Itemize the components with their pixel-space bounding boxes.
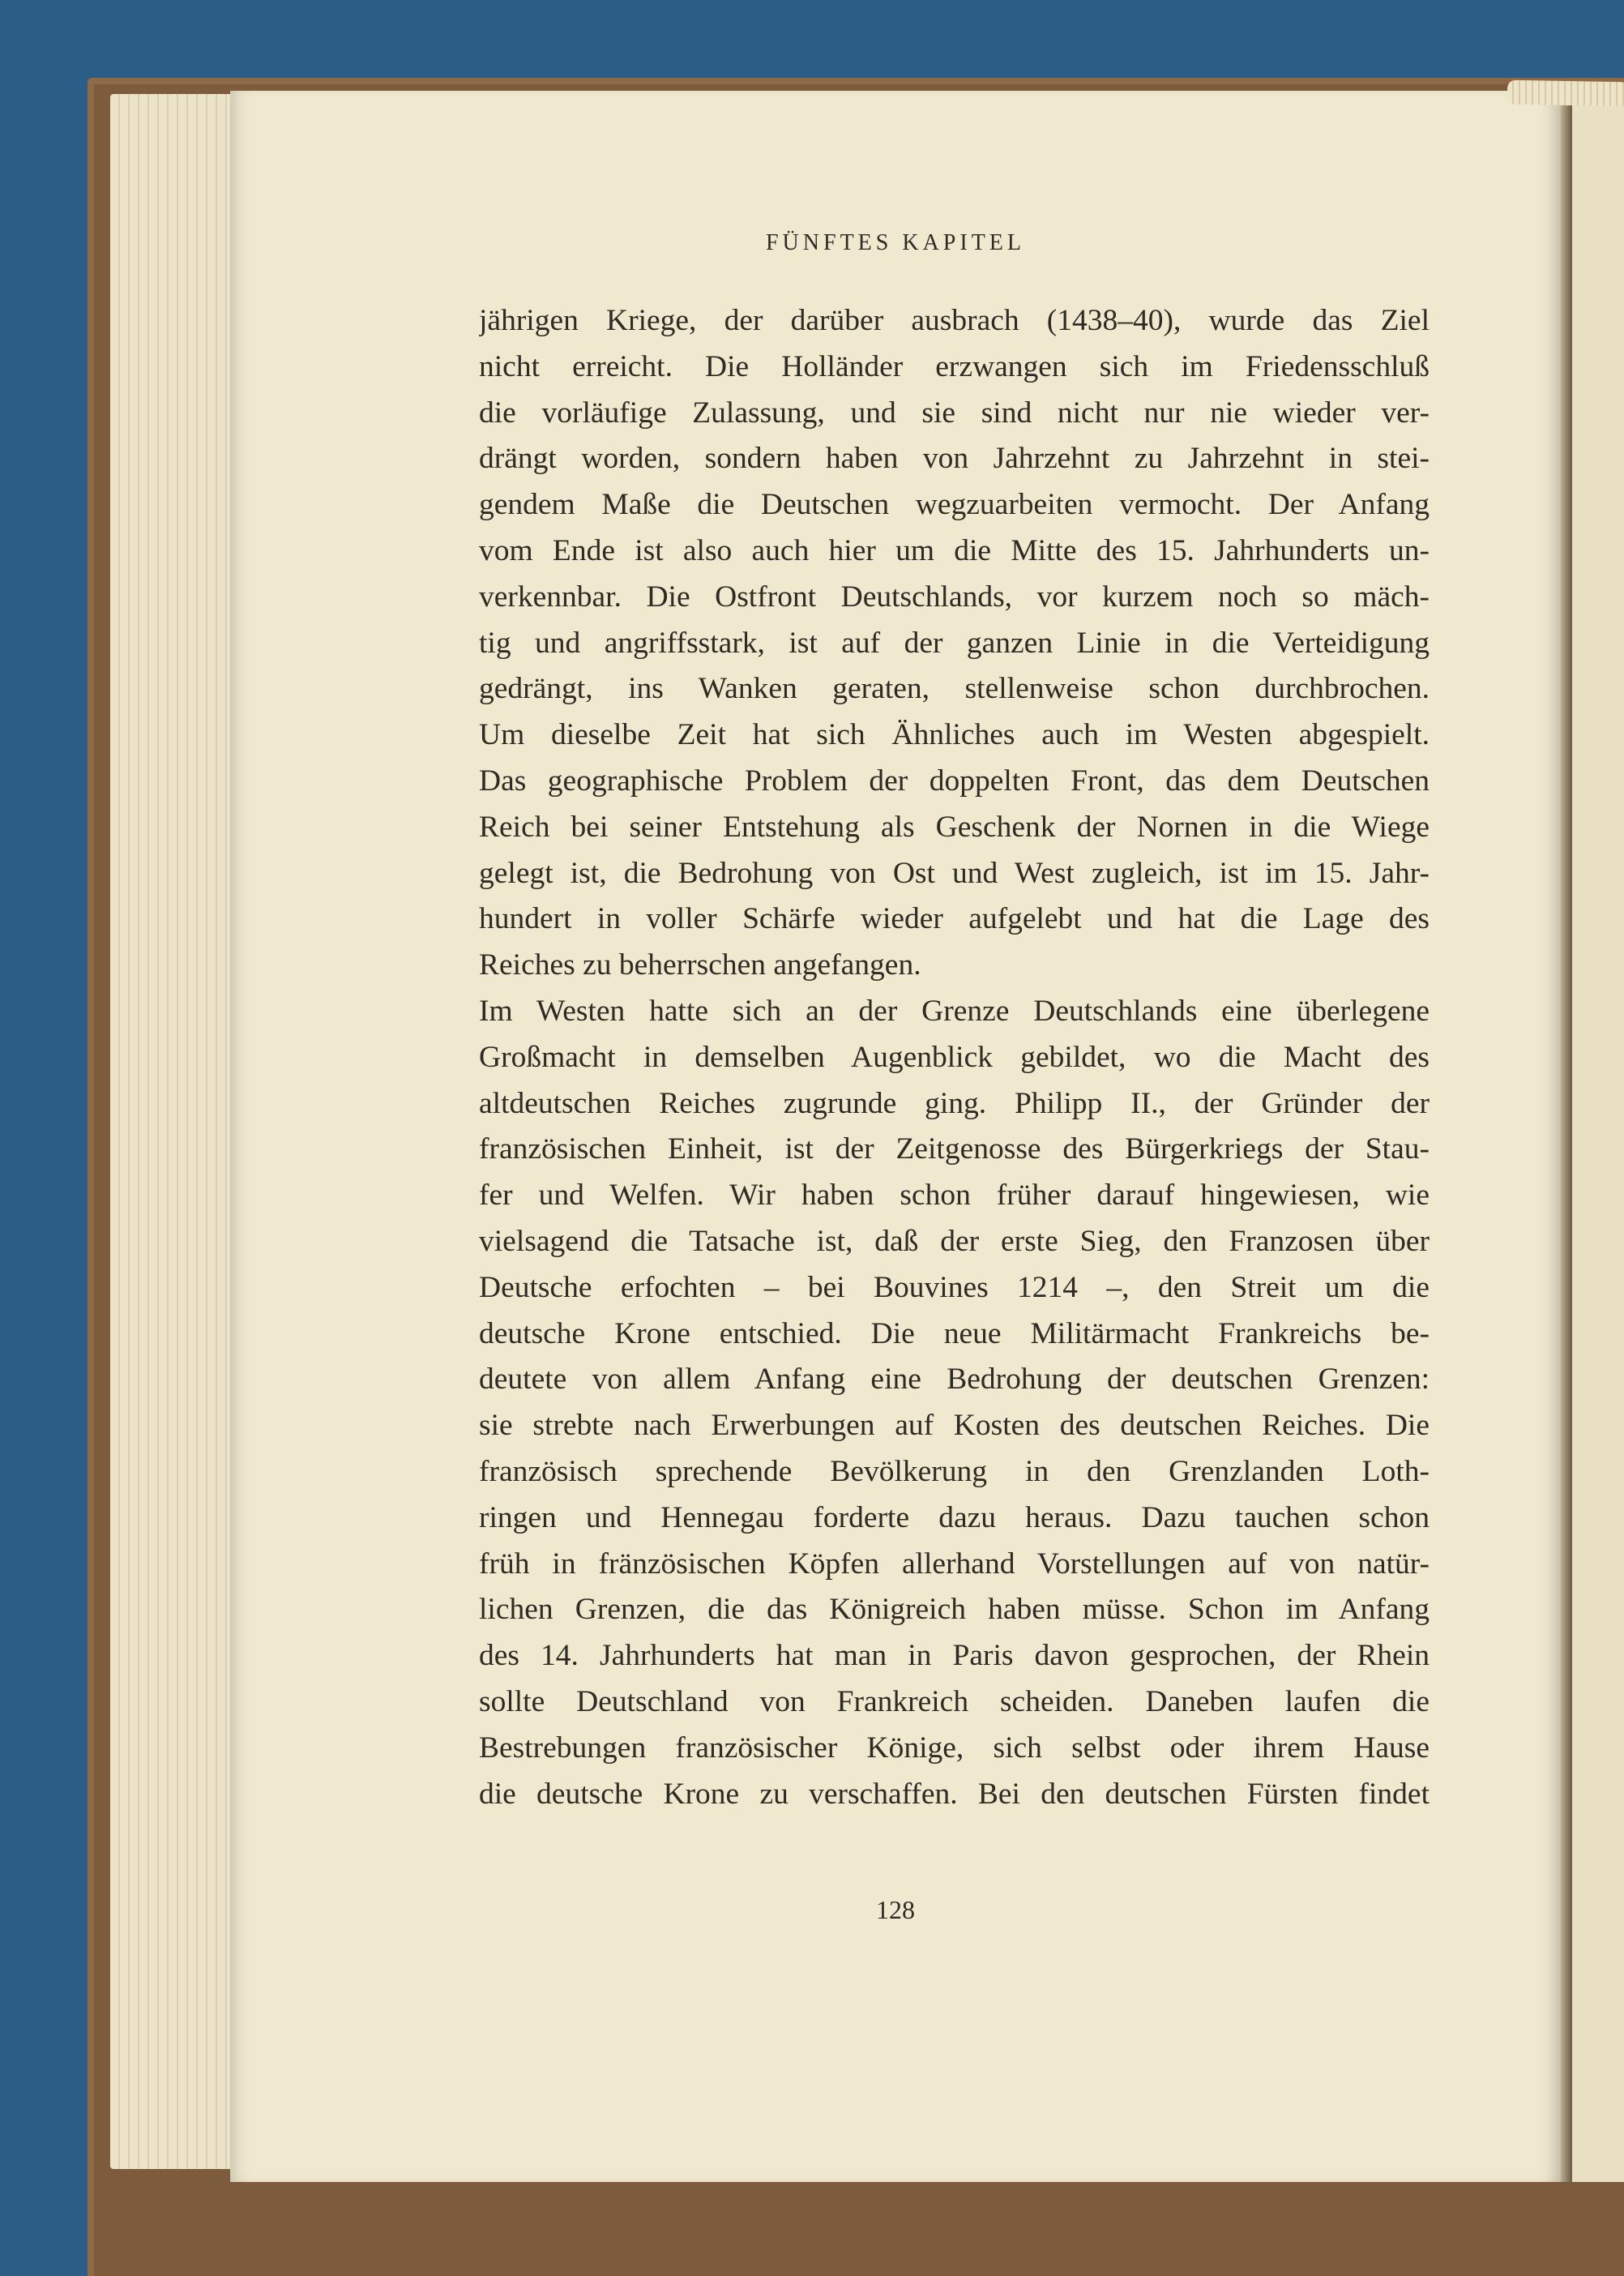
- text-line: nicht erreicht. Die Holländer erzwangen sich im Friedensschluß: [479, 349, 1430, 383]
- text-line: Um dieselbe Zeit hat sich Ähnliches auch im Westen abgespielt.: [479, 718, 1430, 752]
- text-line: Reich bei seiner Entstehung als Geschenk der Nornen in die Wiege: [479, 810, 1430, 844]
- running-header: FÜNFTES KAPITEL: [765, 230, 1025, 255]
- text-line: die vorläufige Zulassung, und sie sind nicht nur nie wieder ver-: [479, 396, 1430, 430]
- text-line: drängt worden, sondern haben von Jahrzehnt zu Jahrzehnt in stei-: [479, 442, 1430, 476]
- text-line: französischen Einheit, ist der Zeitgenosse des Bürgerkriegs der Stau-: [479, 1132, 1430, 1166]
- body-text: [479, 298, 1430, 1817]
- text-line: sie strebte nach Erwerbungen auf Kosten des deutschen Reiches. Die: [479, 1409, 1430, 1443]
- text-line: Im Westen hatte sich an der Grenze Deutschlands eine überlegene: [479, 994, 1430, 1028]
- text-line: deutsche Krone entschied. Die neue Militärmacht Frankreichs be-: [479, 1316, 1430, 1350]
- text-line: hundert in voller Schärfe wieder aufgelebt und hat die Lage des: [479, 902, 1430, 936]
- text-line: gelegt ist, die Bedrohung von Ost und West zugleich, ist im 15. Jahr-: [479, 856, 1430, 890]
- text-line: die deutsche Krone zu verschaffen. Bei den deutschen Fürsten findet: [479, 1777, 1430, 1811]
- text-line: gedrängt, ins Wanken geraten, stellenweise schon durchbrochen.: [479, 672, 1430, 706]
- page-gutter: [1561, 91, 1572, 2182]
- text-line: vielsagend die Tatsache ist, daß der erste Sieg, den Franzosen über: [479, 1224, 1430, 1258]
- text-line: deutete von allem Anfang eine Bedrohung der deutschen Grenzen:: [479, 1363, 1430, 1397]
- text-line: gendem Maße die Deutschen wegzuarbeiten vermocht. Der Anfang: [479, 488, 1430, 522]
- page-number: 128: [876, 1895, 915, 1924]
- text-line: Reiches zu beherrschen angefangen.: [479, 948, 921, 982]
- text-line: französisch sprechende Bevölkerung in den Grenzlanden Loth-: [479, 1454, 1430, 1488]
- text-line: Bestrebungen französischer Könige, sich selbst oder ihrem Hause: [479, 1731, 1430, 1765]
- text-line: altdeutschen Reiches zugrunde ging. Philipp II., der Gründer der: [479, 1086, 1430, 1120]
- text-line: Das geographische Problem der doppelten Front, das dem Deutschen: [479, 764, 1430, 798]
- text-line: Großmacht in demselben Augenblick gebildet, wo die Macht des: [479, 1040, 1430, 1074]
- text-line: sollte Deutschland von Frankreich scheiden. Daneben laufen die: [479, 1684, 1430, 1718]
- text-line: verkennbar. Die Ostfront Deutschlands, vor kurzem noch so mäch-: [479, 580, 1430, 614]
- text-line: früh in fränzösischen Köpfen allerhand Vorstellungen auf von natür-: [479, 1547, 1430, 1581]
- text-line: jährigen Kriege, der darüber ausbrach (1438–40), wurde das Ziel: [479, 304, 1430, 337]
- bookmark-ribbon: [1507, 80, 1624, 107]
- text-line: des 14. Jahrhunderts hat man in Paris davon gesprochen, der Rhein: [479, 1639, 1430, 1673]
- page-stack-edges: [110, 94, 232, 2169]
- text-line: tig und angriffsstark, ist auf der ganzen Linie in die Verteidigung: [479, 626, 1430, 660]
- text-line: ringen und Hennegau forderte dazu heraus. Dazu tauchen schon: [479, 1500, 1430, 1534]
- text-line: fer und Welfen. Wir haben schon früher darauf hingewiesen, wie: [479, 1179, 1430, 1213]
- text-line: Deutsche erfochten – bei Bouvines 1214 –, den Streit um die: [479, 1270, 1430, 1304]
- text-line: lichen Grenzen, die das Königreich haben müsse. Schon im Anfang: [479, 1593, 1430, 1627]
- facing-page-edge: [1572, 91, 1624, 2182]
- text-line: vom Ende ist also auch hier um die Mitte des 15. Jahrhunderts un-: [479, 533, 1430, 567]
